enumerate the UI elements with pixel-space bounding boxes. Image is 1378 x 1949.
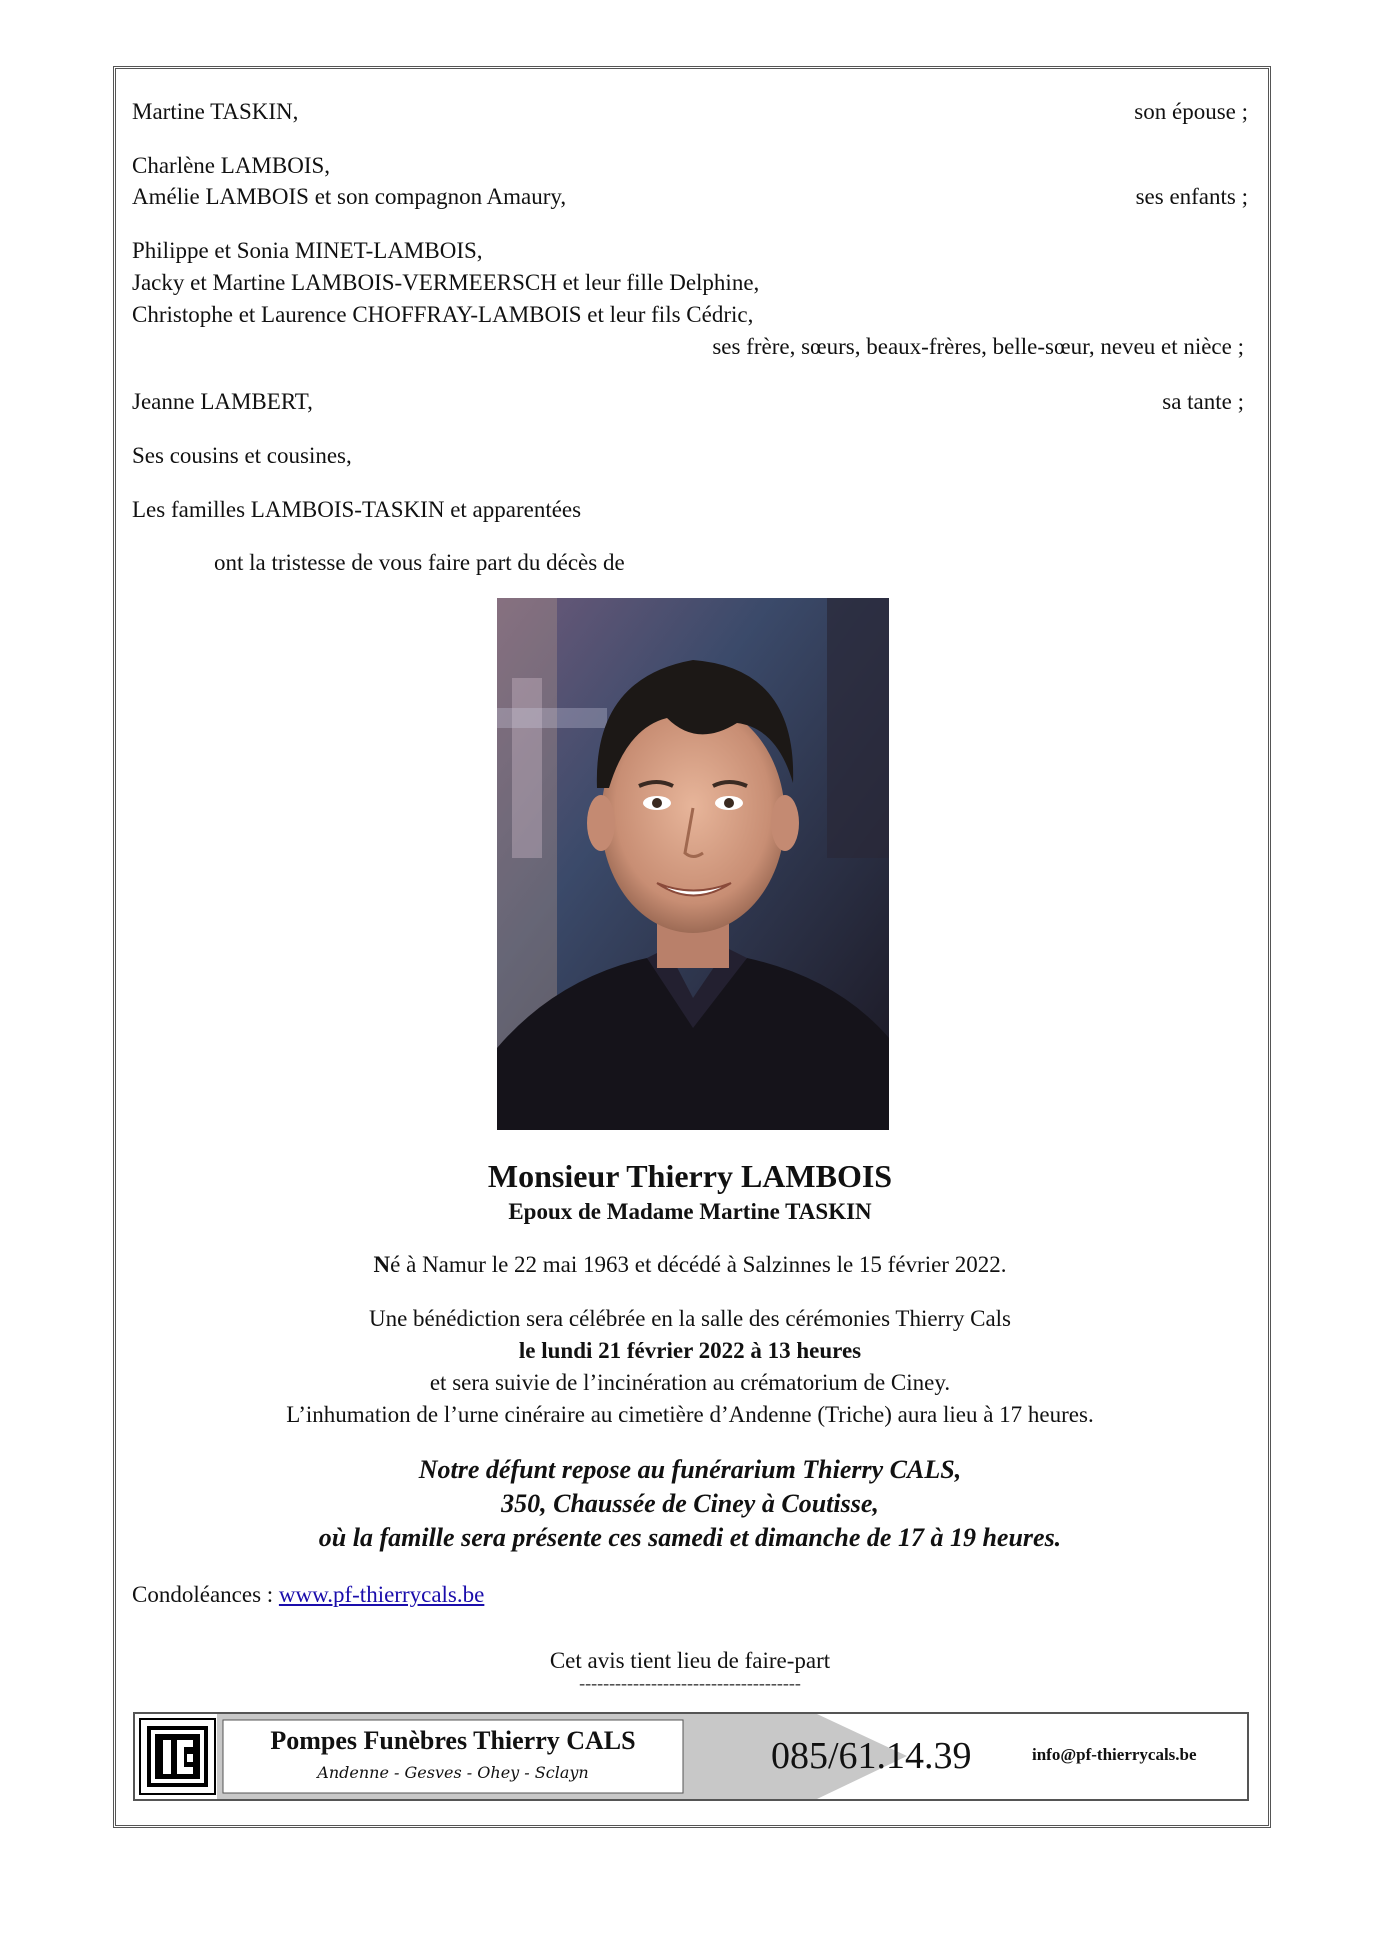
- visitation-line-1: Notre défunt repose au funérarium Thierry CALS,: [418, 1455, 962, 1484]
- children-line-1: Charlène LAMBOIS,: [132, 153, 331, 178]
- family-row-aunt: [132, 387, 1248, 417]
- spouse-name: Martine TASKIN,: [132, 99, 299, 124]
- email-address[interactable]: info@pf-thierrycals.be: [1032, 1745, 1197, 1764]
- families-line: Les familles LAMBOIS-TASKIN et apparentées: [132, 497, 582, 522]
- company-towns: Andenne - Gesves - Ohey - Sclayn: [317, 1763, 589, 1782]
- portrait-photo: [497, 598, 889, 1130]
- spouse-role: son épouse ;: [1134, 99, 1248, 124]
- ceremony-line-3: et sera suivie de l’incinération au crématorium de Ciney.: [429, 1370, 951, 1395]
- condolences-line: [132, 1580, 1248, 1610]
- siblings-role: ses frère, sœurs, beaux-frères, belle-sœur, neveu et nièce ;: [712, 334, 1244, 359]
- condolences-label: Condoléances :: [132, 1582, 274, 1607]
- ceremony-line-1: Une bénédiction sera célébrée en la salle des cérémonies Thierry Cals: [368, 1306, 1011, 1331]
- deceased-spouse: Epoux de Madame Martine TASKIN: [508, 1199, 872, 1224]
- phone-number[interactable]: 085/61.14.39: [771, 1735, 972, 1777]
- tcl-logo-icon: [139, 1718, 216, 1795]
- family-row-children: [132, 182, 1248, 212]
- birth-death-line: [132, 1250, 1248, 1280]
- funeral-home-banner: [133, 1712, 1249, 1801]
- siblings-line-2: Jacky et Martine LAMBOIS-VERMEERSCH et leur fille Delphine,: [132, 270, 760, 295]
- siblings-line-1: Philippe et Sonia MINET-LAMBOIS,: [132, 238, 483, 263]
- children-line-2: Amélie LAMBOIS et son compagnon Amaury,: [132, 184, 567, 209]
- visitation-line-2: 350, Chaussée de Ciney à Coutisse,: [501, 1489, 879, 1518]
- deceased-name: Monsieur Thierry LAMBOIS: [487, 1158, 893, 1194]
- notice-line: Cet avis tient lieu de faire-part: [549, 1648, 831, 1673]
- children-role: ses enfants ;: [1135, 184, 1248, 209]
- visitation-line-3: où la famille sera présente ces samedi et dimanche de 17 à 19 heures.: [318, 1523, 1062, 1552]
- condolences-link[interactable]: www.pf-thierrycals.be: [278, 1582, 485, 1607]
- separator-line: -------------------------------------: [579, 1673, 801, 1693]
- announcement-line: ont la tristesse de vous faire part du décès de: [214, 550, 625, 575]
- birth-initial: N: [373, 1252, 391, 1277]
- birth-death-text: é à Namur le 22 mai 1963 et décédé à Salzinnes le 15 février 2022.: [390, 1252, 1007, 1277]
- aunt-name: Jeanne LAMBERT,: [132, 389, 313, 414]
- ceremony-date: le lundi 21 février 2022 à 13 heures: [518, 1338, 862, 1363]
- aunt-role: sa tante ;: [1162, 389, 1244, 414]
- company-name: Pompes Funèbres Thierry CALS: [270, 1726, 636, 1755]
- cousins-line: Ses cousins et cousines,: [132, 443, 352, 468]
- family-row-spouse: [132, 97, 1248, 127]
- siblings-line-3: Christophe et Laurence CHOFFRAY-LAMBOIS et leur fils Cédric,: [132, 302, 754, 327]
- ceremony-line-4: L’inhumation de l’urne cinéraire au cimetière d’Andenne (Triche) aura lieu à 17 heures.: [286, 1402, 1094, 1427]
